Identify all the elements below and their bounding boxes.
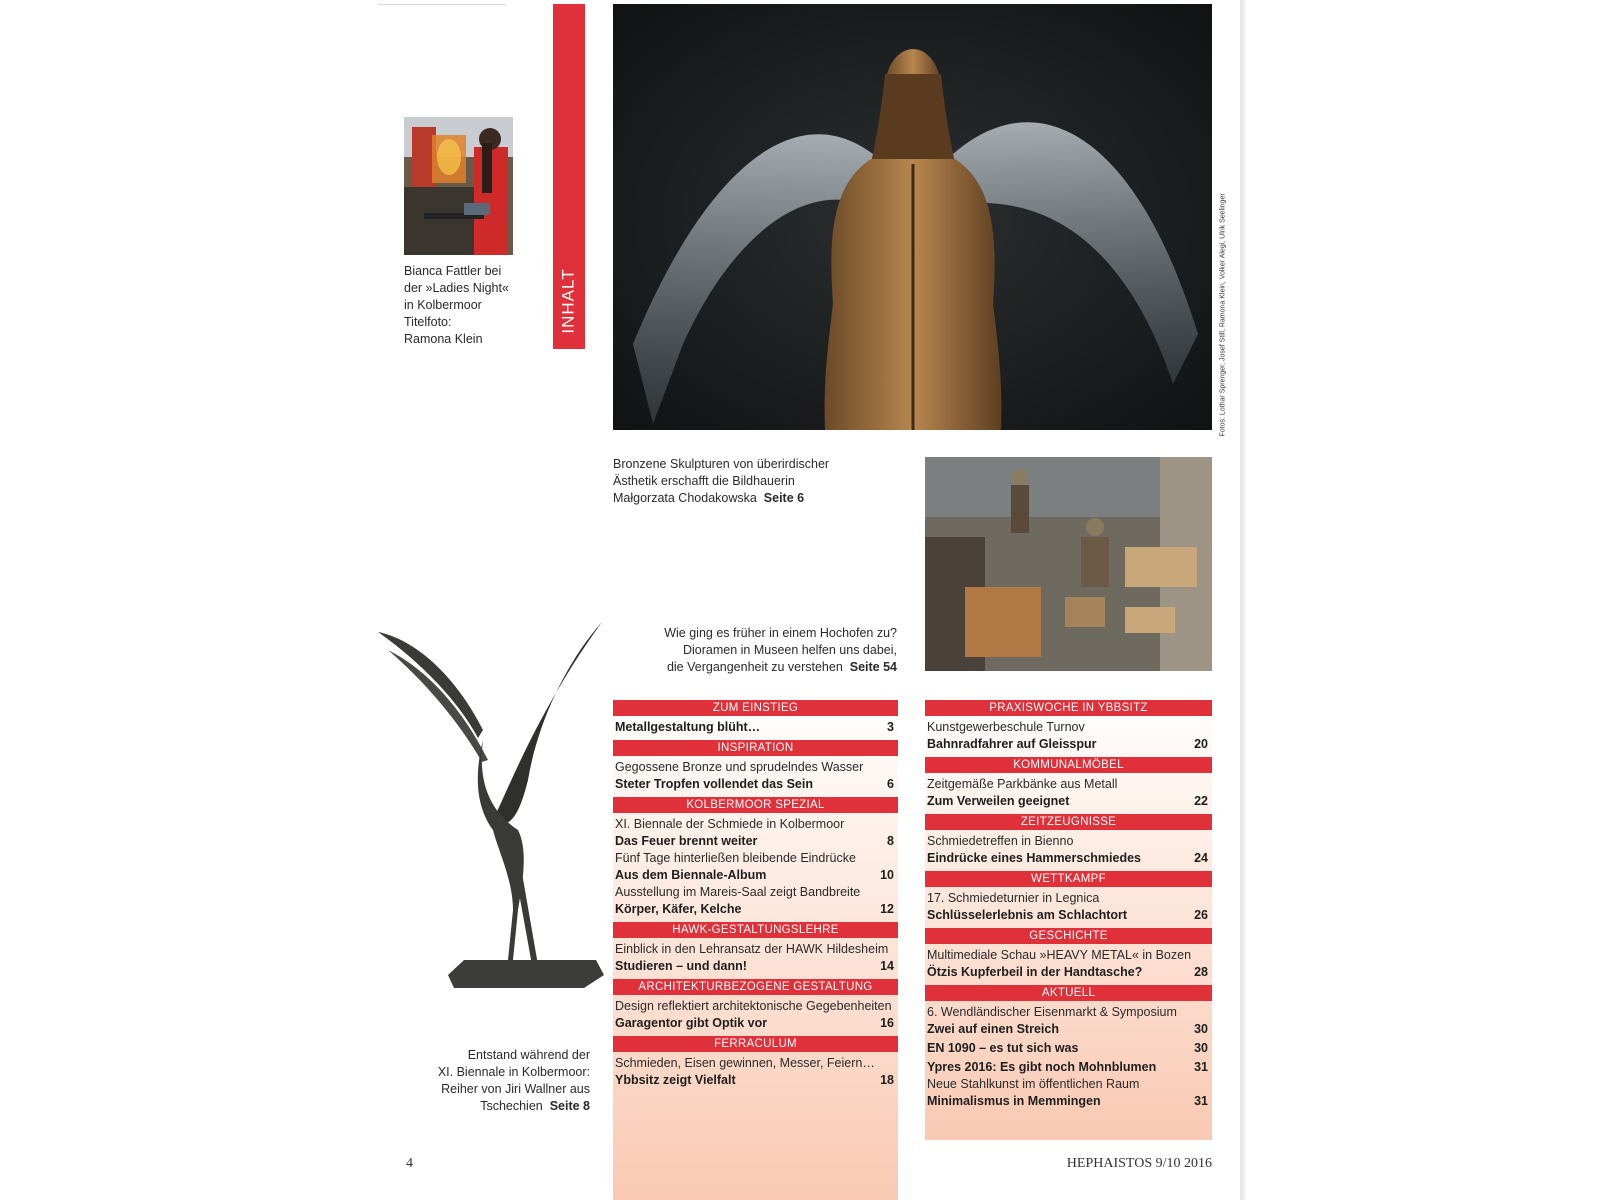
toc-right-column: [925, 700, 1212, 1113]
toc-entry[interactable]: [615, 759, 896, 793]
toc-entry-subtitle: Gegossene Bronze und sprudelndes Wasser: [615, 760, 864, 774]
toc-entry-title: EN 1090 – es tut sich was: [927, 1041, 1079, 1055]
toc-entry[interactable]: [927, 719, 1210, 753]
toc-section-header: KOLBERMOOR SPEZIAL: [613, 797, 898, 813]
toc-entry-page: 31: [1194, 1060, 1208, 1074]
photo-credit: Fotos: Lothar Sprenger, Josef Still, Ramona Klein, Volker Alegi, Ulrik Seelinger: [1219, 193, 1227, 437]
toc-entry[interactable]: [927, 890, 1210, 924]
toc-entry-title: Zwei auf einen Streich: [927, 1022, 1059, 1036]
toc-entry[interactable]: [615, 850, 896, 884]
toc-section-header: GESCHICHTE: [925, 928, 1212, 944]
toc-entry-title: Ypres 2016: Es gibt noch Mohnblumen: [927, 1060, 1157, 1074]
toc-section: [925, 814, 1212, 870]
toc-section-header: HAWK-GESTALTUNGSLEHRE: [613, 922, 898, 938]
toc-entry-subtitle: 6. Wendländischer Eisenmarkt & Symposium: [927, 1005, 1177, 1019]
toc-section-header: AKTUELL: [925, 985, 1212, 1001]
toc-entry-page: 12: [880, 902, 894, 916]
inhalt-label: INHALT: [559, 268, 579, 334]
heron-sculpture-photo: [378, 620, 608, 1006]
angel-sculpture-photo: [613, 4, 1212, 430]
toc-entry-title: Eindrücke eines Hammerschmiedes: [927, 851, 1141, 865]
toc-entry-page: 30: [1194, 1041, 1208, 1055]
toc-entry-subtitle: 17. Schmiedeturnier in Legnica: [927, 891, 1100, 905]
toc-entry[interactable]: [615, 884, 896, 918]
toc-entry-title: Das Feuer brennt weiter: [615, 834, 758, 848]
toc-entry-page: 14: [880, 959, 894, 973]
toc-entry-subtitle: Zeitgemäße Parkbänke aus Metall: [927, 777, 1118, 791]
toc-entry[interactable]: [615, 719, 896, 736]
diorama-photo: [925, 457, 1212, 671]
page-number: 4: [406, 1156, 413, 1171]
toc-entry-title: Steter Tropfen vollendet das Sein: [615, 777, 813, 791]
toc-entry-page: 18: [880, 1073, 894, 1087]
toc-entry-title: Aus dem Biennale-Album: [615, 868, 767, 882]
toc-section: [613, 700, 898, 739]
toc-entry[interactable]: [927, 947, 1210, 981]
toc-entry-page: 20: [1194, 737, 1208, 751]
toc-entry-title: Garagentor gibt Optik vor: [615, 1016, 768, 1030]
toc-section: [925, 928, 1212, 984]
forge-photo-caption: Bianca Fattler bei der »Ladies Night« in Kolbermoor Titelfoto: Ramona Klein: [404, 264, 509, 346]
diorama-caption: Wie ging es früher in einem Hochofen zu? Dioramen in Museen helfen uns dabei, die Vergangenheit zu verstehen Seite 54: [664, 626, 897, 674]
toc-section-header: KOMMUNALMÖBEL: [925, 757, 1212, 773]
toc-entry-page: 6: [887, 777, 894, 791]
toc-entry-page: 10: [880, 868, 894, 882]
toc-section: [925, 985, 1212, 1113]
toc-entry[interactable]: [615, 941, 896, 975]
toc-entry[interactable]: [927, 1040, 1210, 1057]
toc-entry-page: 30: [1194, 1022, 1208, 1036]
toc-entry-subtitle: Design reflektiert architektonische Gegebenheiten: [615, 999, 892, 1013]
toc-entry-title: Schlüsselerlebnis am Schlachtort: [927, 908, 1128, 922]
toc-entry-title: Studieren – und dann!: [615, 959, 747, 973]
toc-section-header: INSPIRATION: [613, 740, 898, 756]
toc-section-header: FERRACULUM: [613, 1036, 898, 1052]
toc-entry-title: Zum Verweilen geeignet: [927, 794, 1070, 808]
toc-entry-subtitle: Multimediale Schau »HEAVY METAL« in Bozen: [927, 948, 1192, 962]
toc-section-header: ZUM EINSTIEG: [613, 700, 898, 716]
toc-entry-title: Ötzis Kupferbeil in der Handtasche?: [927, 965, 1143, 979]
toc-section: [613, 979, 898, 1035]
toc-entry[interactable]: [615, 816, 896, 850]
toc-section-header: PRAXISWOCHE IN YBBSITZ: [925, 700, 1212, 716]
toc-entry-subtitle: XI. Biennale der Schmiede in Kolbermoor: [615, 817, 845, 831]
toc-section: [613, 1036, 898, 1092]
magazine-folio: HEPHAISTOS 9/10 2016: [1066, 1156, 1212, 1171]
toc-entry-page: 22: [1194, 794, 1208, 808]
toc-entry-title: Körper, Käfer, Kelche: [615, 902, 742, 916]
toc-entry-page: 16: [880, 1016, 894, 1030]
toc-entry[interactable]: [927, 776, 1210, 810]
toc-entry-subtitle: Ausstellung im Mareis-Saal zeigt Bandbreite: [615, 885, 861, 899]
page-edge-shadow: [1240, 0, 1246, 1200]
toc-entry-subtitle: Neue Stahlkunst im öffentlichen Raum: [927, 1077, 1140, 1091]
top-rule: [378, 4, 506, 5]
toc-section: [925, 757, 1212, 813]
toc-entry[interactable]: [615, 998, 896, 1032]
toc-entry[interactable]: [927, 1004, 1210, 1038]
toc-entry-page: 3: [887, 720, 894, 734]
toc-entry-subtitle: Einblick in den Lehransatz der HAWK Hildesheim: [615, 942, 889, 956]
toc-section-header: WETTKAMPF: [925, 871, 1212, 887]
toc-section-header: ZEITZEUGNISSE: [925, 814, 1212, 830]
toc-section: [613, 740, 898, 796]
toc-section: [613, 797, 898, 921]
toc-entry[interactable]: [615, 1055, 896, 1089]
forge-photo: [404, 117, 513, 255]
toc-entry-title: Ybbsitz zeigt Vielfalt: [615, 1073, 736, 1087]
toc-entry-page: 8: [887, 834, 894, 848]
toc-entry-title: Minimalismus in Memmingen: [927, 1094, 1101, 1108]
toc-entry-subtitle: Schmiedetreffen in Bienno: [927, 834, 1074, 848]
toc-entry-page: 28: [1194, 965, 1208, 979]
heron-caption: Entstand während der XI. Biennale in Kolbermoor: Reiher von Jiri Wallner aus Tschechien Seite 8: [437, 1048, 590, 1113]
toc-entry[interactable]: [927, 1059, 1210, 1076]
toc-entry-page: 24: [1194, 851, 1208, 865]
toc-entry-subtitle: Schmieden, Eisen gewinnen, Messer, Feiern…: [615, 1056, 875, 1070]
toc-entry[interactable]: [927, 833, 1210, 867]
toc-entry-subtitle: Kunstgewerbeschule Turnov: [927, 720, 1085, 734]
toc-entry-title: Bahnradfahrer auf Gleisspur: [927, 737, 1097, 751]
toc-section-header: ARCHITEKTURBEZOGENE GESTALTUNG: [613, 979, 898, 995]
angel-caption: Bronzene Skulpturen von überirdischer Ästhetik erschafft die Bildhauerin Małgorzata Chodakowska Seite 6: [613, 457, 830, 505]
toc-section: [925, 871, 1212, 927]
toc-entry-page: 26: [1194, 908, 1208, 922]
toc-left-column: [613, 700, 898, 1092]
toc-entry[interactable]: [927, 1076, 1210, 1110]
toc-entry-title: Metallgestaltung blüht…: [615, 720, 761, 734]
toc-entry-subtitle: Fünf Tage hinterließen bleibende Eindrücke: [615, 851, 856, 865]
toc-section: [925, 700, 1212, 756]
toc-entry-page: 31: [1194, 1094, 1208, 1108]
toc-section: [613, 922, 898, 978]
